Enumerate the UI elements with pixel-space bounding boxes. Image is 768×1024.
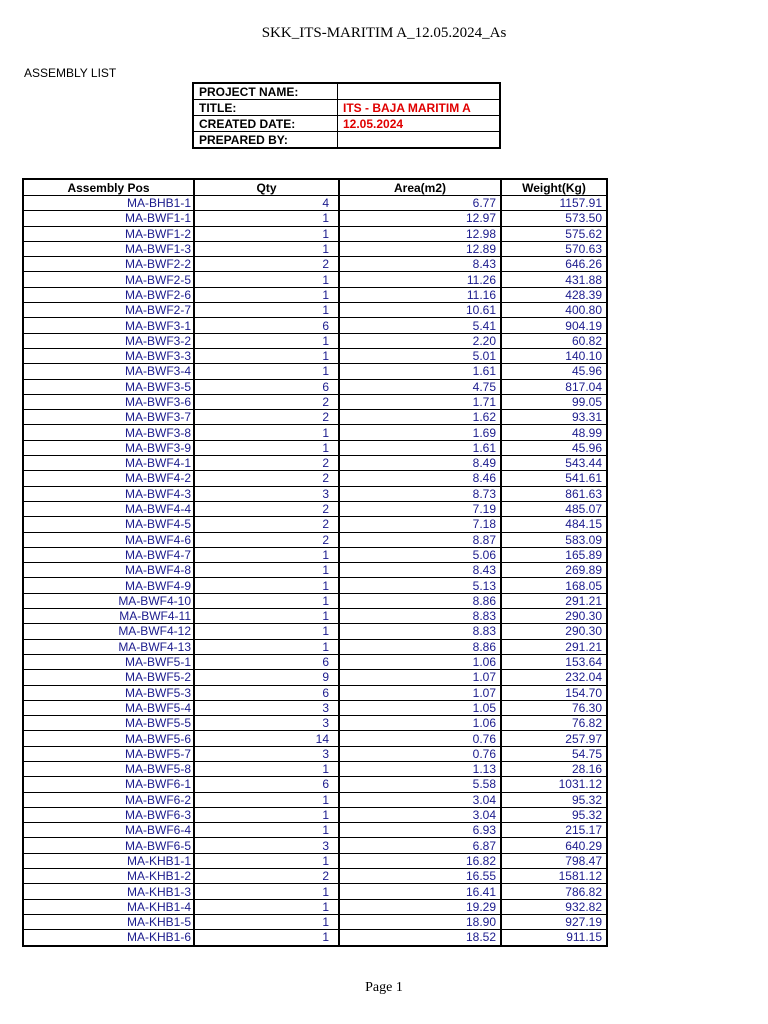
weight-cell: 484.15 — [501, 517, 607, 532]
column-header-assembly-pos: Assembly Pos — [23, 179, 194, 196]
weight-cell: 45.96 — [501, 440, 607, 455]
table-row — [23, 716, 607, 731]
weight-cell: 570.63 — [501, 241, 607, 256]
assembly-pos-cell: MA-BWF2-2 — [23, 257, 194, 272]
area-cell: 7.19 — [339, 501, 501, 516]
qty-cell: 1 — [194, 547, 339, 562]
weight-cell: 290.30 — [501, 624, 607, 639]
weight-cell: 575.62 — [501, 226, 607, 241]
table-row — [23, 226, 607, 241]
document-title: SKK_ITS-MARITIM A_12.05.2024_As — [261, 25, 507, 41]
weight-cell: 153.64 — [501, 654, 607, 669]
qty-cell: 6 — [194, 685, 339, 700]
area-cell: 16.82 — [339, 853, 501, 868]
qty-cell: 3 — [194, 486, 339, 501]
area-cell: 12.98 — [339, 226, 501, 241]
table-row — [23, 639, 607, 654]
table-header-row — [23, 179, 607, 196]
weight-cell: 269.89 — [501, 563, 607, 578]
assembly-pos-cell: MA-BWF6-1 — [23, 777, 194, 792]
qty-cell: 1 — [194, 211, 339, 226]
table-row — [23, 593, 607, 608]
table-row — [23, 287, 607, 302]
qty-cell: 1 — [194, 639, 339, 654]
assembly-pos-cell: MA-BWF1-2 — [23, 226, 194, 241]
weight-cell: 93.31 — [501, 410, 607, 425]
assembly-pos-cell: MA-BWF4-13 — [23, 639, 194, 654]
table-row — [23, 670, 607, 685]
weight-cell: 485.07 — [501, 501, 607, 516]
area-cell: 1.61 — [339, 440, 501, 455]
qty-cell: 1 — [194, 348, 339, 363]
assembly-pos-cell: MA-BWF3-5 — [23, 379, 194, 394]
assembly-pos-cell: MA-BWF3-3 — [23, 348, 194, 363]
assembly-pos-cell: MA-BWF1-3 — [23, 241, 194, 256]
weight-cell: 232.04 — [501, 670, 607, 685]
weight-cell: 1031.12 — [501, 777, 607, 792]
assembly-pos-cell: MA-BWF6-2 — [23, 792, 194, 807]
table-row — [23, 807, 607, 822]
weight-cell: 640.29 — [501, 838, 607, 853]
table-row — [23, 501, 607, 516]
qty-cell: 1 — [194, 425, 339, 440]
weight-cell: 1581.12 — [501, 869, 607, 884]
qty-cell: 1 — [194, 807, 339, 822]
assembly-pos-cell: MA-KHB1-1 — [23, 853, 194, 868]
qty-cell: 1 — [194, 593, 339, 608]
area-cell: 11.16 — [339, 287, 501, 302]
qty-cell: 2 — [194, 869, 339, 884]
table-row — [23, 211, 607, 226]
weight-cell: 48.99 — [501, 425, 607, 440]
qty-cell: 2 — [194, 257, 339, 272]
area-cell: 7.18 — [339, 517, 501, 532]
weight-cell: 861.63 — [501, 486, 607, 501]
weight-cell: 431.88 — [501, 272, 607, 287]
table-row — [23, 746, 607, 761]
assembly-pos-cell: MA-BWF2-6 — [23, 287, 194, 302]
qty-cell: 1 — [194, 853, 339, 868]
qty-cell: 1 — [194, 761, 339, 776]
area-cell: 1.69 — [339, 425, 501, 440]
area-cell: 5.58 — [339, 777, 501, 792]
weight-cell: 583.09 — [501, 532, 607, 547]
weight-cell: 932.82 — [501, 899, 607, 914]
qty-cell: 3 — [194, 700, 339, 715]
table-row — [23, 379, 607, 394]
table-row — [23, 624, 607, 639]
qty-cell: 1 — [194, 884, 339, 899]
table-row — [23, 609, 607, 624]
info-row — [193, 116, 500, 132]
table-row — [23, 823, 607, 838]
assembly-pos-cell: MA-BWF2-5 — [23, 272, 194, 287]
table-row — [23, 348, 607, 363]
weight-cell: 646.26 — [501, 257, 607, 272]
qty-cell: 1 — [194, 823, 339, 838]
area-cell: 8.49 — [339, 456, 501, 471]
qty-cell: 3 — [194, 746, 339, 761]
area-cell: 8.83 — [339, 609, 501, 624]
area-cell: 0.76 — [339, 731, 501, 746]
info-label: PROJECT NAME: — [193, 83, 338, 100]
info-value: ITS - BAJA MARITIM A — [338, 100, 501, 116]
table-row — [23, 333, 607, 348]
weight-cell: 927.19 — [501, 914, 607, 929]
info-label: PREPARED BY: — [193, 132, 338, 149]
qty-cell: 1 — [194, 899, 339, 914]
table-row — [23, 853, 607, 868]
assembly-pos-cell: MA-BWF3-8 — [23, 425, 194, 440]
weight-cell: 54.75 — [501, 746, 607, 761]
page-number: Page 1 — [365, 980, 403, 995]
table-row — [23, 777, 607, 792]
assembly-pos-cell: MA-KHB1-5 — [23, 914, 194, 929]
qty-cell: 3 — [194, 838, 339, 853]
assembly-pos-cell: MA-BWF5-6 — [23, 731, 194, 746]
weight-cell: 541.61 — [501, 471, 607, 486]
weight-cell: 140.10 — [501, 348, 607, 363]
assembly-pos-cell: MA-BWF4-4 — [23, 501, 194, 516]
qty-cell: 1 — [194, 609, 339, 624]
qty-cell: 2 — [194, 456, 339, 471]
weight-cell: 28.16 — [501, 761, 607, 776]
area-cell: 3.04 — [339, 807, 501, 822]
table-row — [23, 394, 607, 409]
table-row — [23, 318, 607, 333]
info-value — [338, 132, 501, 149]
table-row — [23, 869, 607, 884]
column-header-weight: Weight(Kg) — [501, 179, 607, 196]
qty-cell: 1 — [194, 930, 339, 946]
qty-cell: 1 — [194, 364, 339, 379]
info-row — [193, 132, 500, 149]
table-row — [23, 440, 607, 455]
qty-cell: 6 — [194, 654, 339, 669]
project-info-table — [192, 82, 501, 149]
area-cell: 4.75 — [339, 379, 501, 394]
table-row — [23, 914, 607, 929]
assembly-pos-cell: MA-BWF3-1 — [23, 318, 194, 333]
area-cell: 1.06 — [339, 716, 501, 731]
area-cell: 1.62 — [339, 410, 501, 425]
table-row — [23, 792, 607, 807]
table-row — [23, 486, 607, 501]
table-row — [23, 471, 607, 486]
area-cell: 1.07 — [339, 670, 501, 685]
qty-cell: 4 — [194, 196, 339, 211]
weight-cell: 95.32 — [501, 807, 607, 822]
area-cell: 18.90 — [339, 914, 501, 929]
info-row — [193, 100, 500, 116]
table-row — [23, 563, 607, 578]
area-cell: 8.43 — [339, 257, 501, 272]
area-cell: 16.41 — [339, 884, 501, 899]
table-row — [23, 257, 607, 272]
assembly-pos-cell: MA-BWF6-3 — [23, 807, 194, 822]
qty-cell: 6 — [194, 318, 339, 333]
assembly-pos-cell: MA-BWF4-10 — [23, 593, 194, 608]
weight-cell: 291.21 — [501, 593, 607, 608]
assembly-pos-cell: MA-KHB1-3 — [23, 884, 194, 899]
qty-cell: 1 — [194, 914, 339, 929]
qty-cell: 1 — [194, 226, 339, 241]
area-cell: 3.04 — [339, 792, 501, 807]
assembly-pos-cell: MA-BWF4-3 — [23, 486, 194, 501]
area-cell: 11.26 — [339, 272, 501, 287]
weight-cell: 168.05 — [501, 578, 607, 593]
weight-cell: 60.82 — [501, 333, 607, 348]
table-row — [23, 700, 607, 715]
qty-cell: 2 — [194, 471, 339, 486]
assembly-pos-cell: MA-BWF5-2 — [23, 670, 194, 685]
weight-cell: 798.47 — [501, 853, 607, 868]
assembly-pos-cell: MA-BWF2-7 — [23, 303, 194, 318]
weight-cell: 911.15 — [501, 930, 607, 946]
weight-cell: 543.44 — [501, 456, 607, 471]
area-cell: 10.61 — [339, 303, 501, 318]
qty-cell: 6 — [194, 777, 339, 792]
assembly-pos-cell: MA-BWF5-4 — [23, 700, 194, 715]
assembly-pos-cell: MA-BWF4-6 — [23, 532, 194, 547]
qty-cell: 14 — [194, 731, 339, 746]
table-row — [23, 761, 607, 776]
assembly-pos-cell: MA-BWF4-11 — [23, 609, 194, 624]
weight-cell: 154.70 — [501, 685, 607, 700]
area-cell: 0.76 — [339, 746, 501, 761]
qty-cell: 6 — [194, 379, 339, 394]
table-row — [23, 272, 607, 287]
table-row — [23, 456, 607, 471]
assembly-pos-cell: MA-KHB1-4 — [23, 899, 194, 914]
area-cell: 1.05 — [339, 700, 501, 715]
assembly-pos-cell: MA-BWF3-2 — [23, 333, 194, 348]
area-cell: 1.71 — [339, 394, 501, 409]
qty-cell: 1 — [194, 578, 339, 593]
weight-cell: 573.50 — [501, 211, 607, 226]
table-row — [23, 884, 607, 899]
weight-cell: 786.82 — [501, 884, 607, 899]
column-header-qty: Qty — [194, 179, 339, 196]
area-cell: 8.83 — [339, 624, 501, 639]
info-label: CREATED DATE: — [193, 116, 338, 132]
qty-cell: 2 — [194, 517, 339, 532]
area-cell: 2.20 — [339, 333, 501, 348]
info-value — [338, 83, 501, 100]
assembly-pos-cell: MA-BWF4-8 — [23, 563, 194, 578]
table-row — [23, 930, 607, 946]
assembly-pos-cell: MA-BWF5-3 — [23, 685, 194, 700]
info-row — [193, 83, 500, 100]
qty-cell: 1 — [194, 440, 339, 455]
area-cell: 8.86 — [339, 639, 501, 654]
area-cell: 1.07 — [339, 685, 501, 700]
qty-cell: 3 — [194, 716, 339, 731]
info-value: 12.05.2024 — [338, 116, 501, 132]
area-cell: 8.87 — [339, 532, 501, 547]
area-cell: 12.97 — [339, 211, 501, 226]
assembly-pos-cell: MA-BWF6-5 — [23, 838, 194, 853]
assembly-pos-cell: MA-BHB1-1 — [23, 196, 194, 211]
table-row — [23, 425, 607, 440]
table-row — [23, 547, 607, 562]
qty-cell: 9 — [194, 670, 339, 685]
assembly-pos-cell: MA-BWF1-1 — [23, 211, 194, 226]
assembly-pos-cell: MA-BWF4-1 — [23, 456, 194, 471]
weight-cell: 291.21 — [501, 639, 607, 654]
table-row — [23, 838, 607, 853]
area-cell: 6.77 — [339, 196, 501, 211]
table-row — [23, 303, 607, 318]
assembly-pos-cell: MA-BWF5-5 — [23, 716, 194, 731]
area-cell: 1.61 — [339, 364, 501, 379]
assembly-pos-cell: MA-BWF4-9 — [23, 578, 194, 593]
area-cell: 18.52 — [339, 930, 501, 946]
qty-cell: 1 — [194, 333, 339, 348]
assembly-pos-cell: MA-BWF6-4 — [23, 823, 194, 838]
qty-cell: 1 — [194, 287, 339, 302]
assembly-pos-cell: MA-BWF3-9 — [23, 440, 194, 455]
area-cell: 6.93 — [339, 823, 501, 838]
column-header-area: Area(m2) — [339, 179, 501, 196]
qty-cell: 2 — [194, 394, 339, 409]
qty-cell: 1 — [194, 272, 339, 287]
weight-cell: 215.17 — [501, 823, 607, 838]
weight-cell: 45.96 — [501, 364, 607, 379]
weight-cell: 290.30 — [501, 609, 607, 624]
weight-cell: 817.04 — [501, 379, 607, 394]
assembly-pos-cell: MA-KHB1-2 — [23, 869, 194, 884]
qty-cell: 1 — [194, 241, 339, 256]
qty-cell: 1 — [194, 624, 339, 639]
area-cell: 1.06 — [339, 654, 501, 669]
table-row — [23, 517, 607, 532]
table-row — [23, 241, 607, 256]
weight-cell: 904.19 — [501, 318, 607, 333]
assembly-pos-cell: MA-BWF3-7 — [23, 410, 194, 425]
weight-cell: 428.39 — [501, 287, 607, 302]
table-row — [23, 685, 607, 700]
weight-cell: 95.32 — [501, 792, 607, 807]
table-row — [23, 731, 607, 746]
area-cell: 8.73 — [339, 486, 501, 501]
weight-cell: 76.82 — [501, 716, 607, 731]
weight-cell: 1157.91 — [501, 196, 607, 211]
area-cell: 8.86 — [339, 593, 501, 608]
qty-cell: 2 — [194, 501, 339, 516]
qty-cell: 2 — [194, 410, 339, 425]
info-label: TITLE: — [193, 100, 338, 116]
assembly-pos-cell: MA-KHB1-6 — [23, 930, 194, 946]
qty-cell: 1 — [194, 563, 339, 578]
table-row — [23, 654, 607, 669]
table-row — [23, 899, 607, 914]
qty-cell: 1 — [194, 303, 339, 318]
area-cell: 12.89 — [339, 241, 501, 256]
weight-cell: 99.05 — [501, 394, 607, 409]
assembly-pos-cell: MA-BWF5-7 — [23, 746, 194, 761]
weight-cell: 257.97 — [501, 731, 607, 746]
weight-cell: 76.30 — [501, 700, 607, 715]
table-row — [23, 410, 607, 425]
table-row — [23, 578, 607, 593]
assembly-pos-cell: MA-BWF3-6 — [23, 394, 194, 409]
assembly-pos-cell: MA-BWF5-8 — [23, 761, 194, 776]
assembly-pos-cell: MA-BWF4-7 — [23, 547, 194, 562]
assembly-list-table — [22, 178, 608, 947]
weight-cell: 165.89 — [501, 547, 607, 562]
assembly-pos-cell: MA-BWF3-4 — [23, 364, 194, 379]
weight-cell: 400.80 — [501, 303, 607, 318]
area-cell: 8.46 — [339, 471, 501, 486]
area-cell: 16.55 — [339, 869, 501, 884]
assembly-pos-cell: MA-BWF4-5 — [23, 517, 194, 532]
qty-cell: 2 — [194, 532, 339, 547]
area-cell: 19.29 — [339, 899, 501, 914]
table-row — [23, 196, 607, 211]
area-cell: 6.87 — [339, 838, 501, 853]
qty-cell: 1 — [194, 792, 339, 807]
assembly-pos-cell: MA-BWF4-12 — [23, 624, 194, 639]
assembly-pos-cell: MA-BWF5-1 — [23, 654, 194, 669]
area-cell: 5.06 — [339, 547, 501, 562]
table-row — [23, 532, 607, 547]
area-cell: 5.41 — [339, 318, 501, 333]
area-cell: 8.43 — [339, 563, 501, 578]
area-cell: 5.13 — [339, 578, 501, 593]
area-cell: 5.01 — [339, 348, 501, 363]
assembly-pos-cell: MA-BWF4-2 — [23, 471, 194, 486]
area-cell: 1.13 — [339, 761, 501, 776]
section-label: ASSEMBLY LIST — [24, 66, 117, 80]
table-row — [23, 364, 607, 379]
